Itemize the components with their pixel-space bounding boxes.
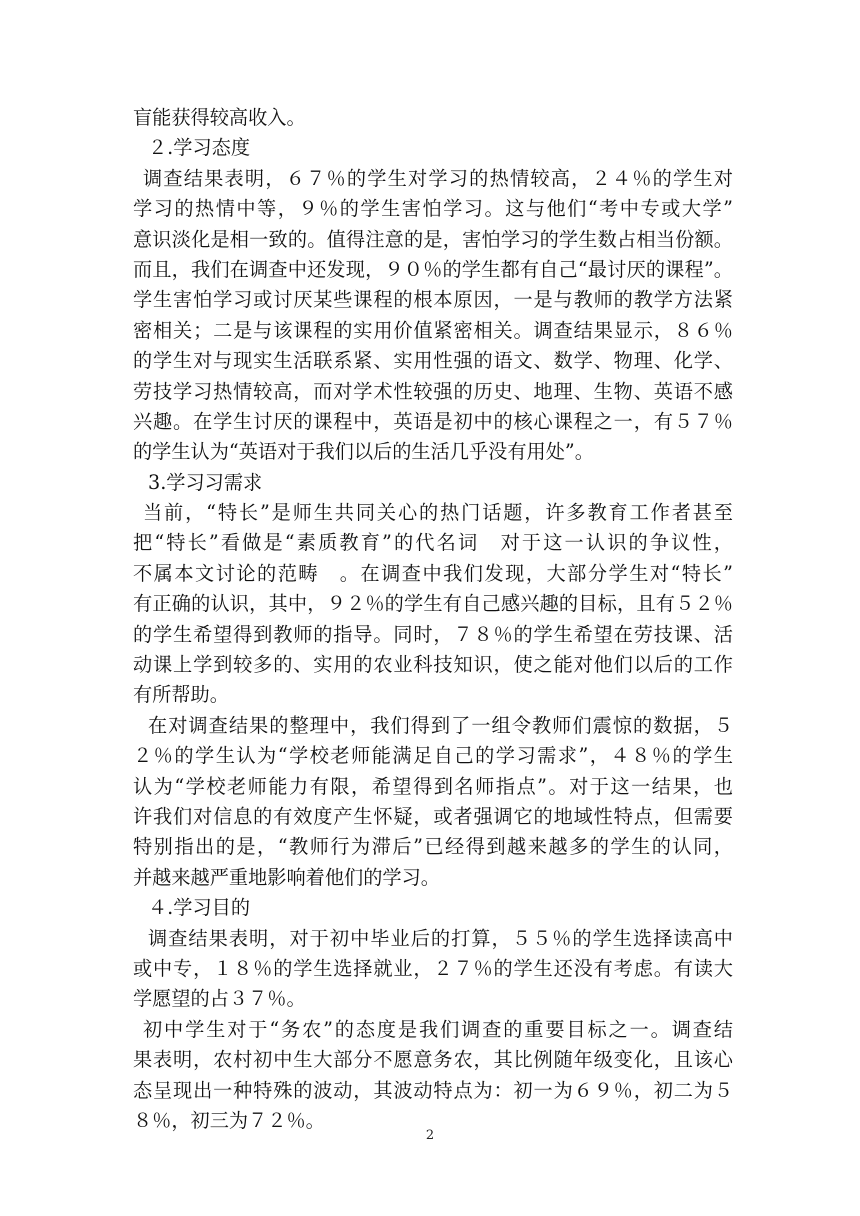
paragraph-line: 当前，“特长”是师生共同关心的热门话题，许多教育工作者甚至: [143, 501, 733, 525]
paragraph-line: 有正确的认识，其中，９２％的学生有自己感兴趣的目标，且有５２％: [133, 592, 733, 616]
paragraph-line: 的学生对与现实生活联系紧、实用性强的语文、数学、物理、化学、: [133, 349, 733, 373]
paragraph-line: 果表明，农村初中生大部分不愿意务农，其比例随年级变化，且该心: [133, 1048, 733, 1072]
section-heading: ４.学习目的: [148, 896, 251, 920]
page-number: 2: [425, 1128, 435, 1143]
paragraph-line: 学习的热情中等，９％的学生害怕学习。这与他们“考中专或大学”: [133, 197, 733, 221]
paragraph-line: 的学生希望得到教师的指导。同时，７８％的学生希望在劳技课、活: [133, 622, 733, 646]
paragraph-line: ８％，初三为７２％。: [133, 1108, 325, 1132]
paragraph-line: 盲能获得较高收入。: [133, 106, 306, 129]
section-heading: 3.学习习需求: [148, 470, 263, 494]
section-heading: ２.学习态度: [148, 136, 251, 160]
paragraph-line: 初中学生对于“务农”的态度是我们调查的重要目标之一。调查结: [143, 1017, 733, 1041]
paragraph-line: 特别指出的是，“教师行为滞后”已经得到越来越多的学生的认同，: [133, 835, 733, 859]
paragraph-line: 把“特长”看做是“素质教育”的代名词 对于这一认识的争议性，: [133, 531, 733, 555]
paragraph-line: 或中专，１８％的学生选择就业，２７％的学生还没有考虑。有读大: [133, 956, 733, 980]
paragraph-line: ２％的学生认为“学校老师能满足自己的学习需求”，４８％的学生: [133, 744, 733, 768]
paragraph-line: 的学生认为“英语对于我们以后的生活几乎没有用处”。: [133, 440, 594, 464]
paragraph-line: 有所帮助。: [133, 683, 229, 707]
paragraph-line: 不属本文讨论的范畴 。在调查中我们发现，大部分学生对“特长”: [133, 561, 733, 585]
paragraph-line: 动课上学到较多的、实用的农业科技知识，使之能对他们以后的工作: [133, 653, 733, 677]
paragraph-line: 调查结果表明，６７％的学生对学习的热情较高，２４％的学生对: [143, 166, 733, 190]
paragraph-line: 学愿望的占３７％。: [133, 987, 306, 1011]
paragraph-line: 认为“学校老师能力有限，希望得到名师指点”。对于这一结果，也: [133, 774, 733, 798]
document-body: [133, 103, 733, 1136]
paragraph-line: 兴趣。在学生讨厌的课程中，英语是初中的核心课程之一，有５７％: [133, 409, 733, 433]
paragraph-line: 意识淡化是相一致的。值得注意的是，害怕学习的学生数占相当份额。: [133, 227, 733, 251]
paragraph-line: 而且，我们在调查中还发现，９０％的学生都有自己“最讨厌的课程”。: [133, 257, 733, 281]
paragraph-line: 并越来越严重地影响着他们的学习。: [133, 865, 440, 889]
paragraph-line: 调查结果表明，对于初中毕业后的打算，５５％的学生选择读高中: [148, 926, 733, 950]
paragraph-line: 在对调查结果的整理中，我们得到了一组令教师们震惊的数据，５: [148, 713, 733, 737]
paragraph-line: 许我们对信息的有效度产生怀疑，或者强调它的地域性特点，但需要: [133, 804, 733, 828]
paragraph-line: 劳技学习热情较高，而对学术性较强的历史、地理、生物、英语不感: [133, 379, 733, 403]
paragraph-line: 学生害怕学习或讨厌某些课程的根本原因，一是与教师的教学方法紧: [133, 288, 733, 312]
paragraph-line: 密相关；二是与该课程的实用价值紧密相关。调查结果显示，８６％: [133, 318, 733, 342]
paragraph-line: 态呈现出一种特殊的波动，其波动特点为：初一为６９％，初二为５: [133, 1078, 733, 1102]
